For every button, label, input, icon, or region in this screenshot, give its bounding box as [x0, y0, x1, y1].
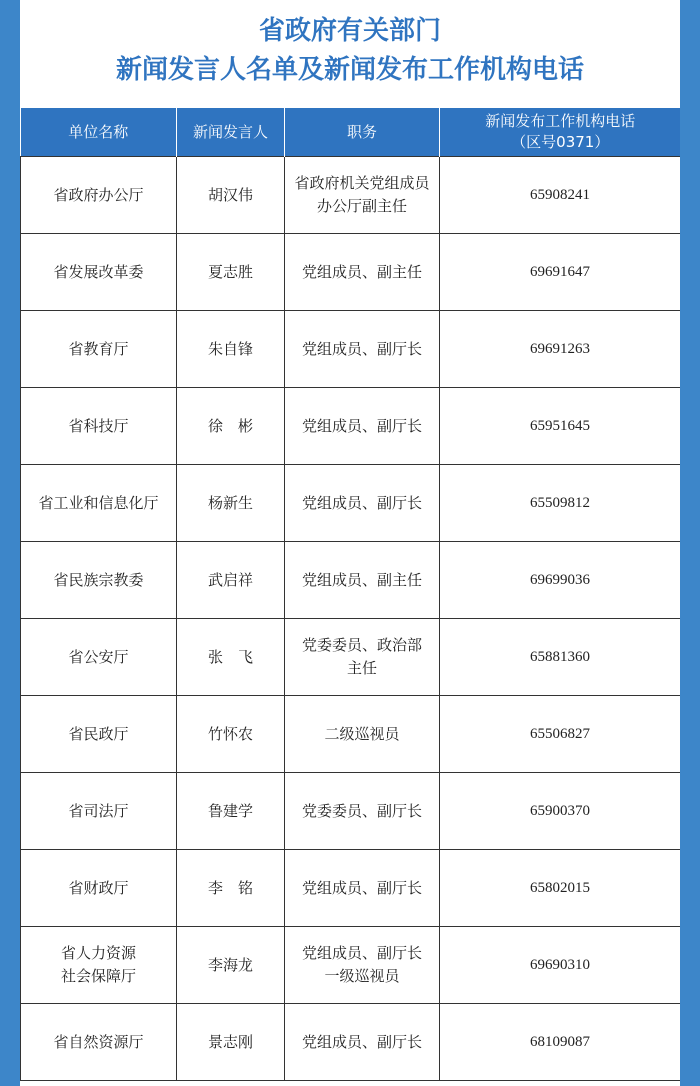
unit-name-cell-line: 省公安厅: [68, 647, 129, 666]
unit-name-cell-line: 省科技厅: [68, 416, 129, 435]
phone-cell: 69690310: [440, 927, 681, 1004]
table-row: [21, 927, 681, 1004]
position-cell-line: 办公厅副主任: [316, 197, 407, 215]
phone-cell: 65506827: [440, 696, 681, 773]
header-phone: [440, 108, 681, 157]
spokesperson-table: [20, 108, 680, 1081]
header-phone-line2: （区号0371）: [511, 133, 610, 151]
phone-cell: 69691263: [440, 311, 681, 388]
unit-name-cell: [21, 542, 177, 619]
unit-name-cell: [21, 388, 177, 465]
position-cell: [285, 388, 440, 465]
table-row: [21, 696, 681, 773]
position-cell-line: 党组成员、副厅长: [301, 339, 422, 358]
table-row: [21, 311, 681, 388]
unit-name-cell: [21, 927, 177, 1004]
unit-name-cell: [21, 1004, 177, 1081]
phone-cell: 68109087: [440, 1004, 681, 1081]
spokesperson-cell: 鲁建学: [177, 773, 285, 850]
unit-name-cell-line: 省自然资源厅: [53, 1032, 144, 1051]
unit-name-cell: [21, 619, 177, 696]
spokesperson-cell: 朱自锋: [177, 311, 285, 388]
position-cell-line: 省政府机关党组成员: [294, 174, 430, 192]
table-row: [21, 1004, 681, 1081]
header-phone-line1: 新闻发布工作机构电话: [485, 112, 636, 130]
unit-name-cell-line: 省民族宗教委: [53, 570, 144, 589]
position-cell: [285, 465, 440, 542]
position-cell-line: 党组成员、副厅长: [301, 878, 422, 897]
spokesperson-cell: 李 铭: [177, 850, 285, 927]
position-cell: [285, 850, 440, 927]
position-cell: [285, 1004, 440, 1081]
table-row: [21, 773, 681, 850]
position-cell-line: 一级巡视员: [324, 967, 400, 985]
spokesperson-cell: 武启祥: [177, 542, 285, 619]
position-cell-line: 主任: [346, 659, 377, 677]
unit-name-cell: [21, 234, 177, 311]
spokesperson-cell: 竹怀农: [177, 696, 285, 773]
spokesperson-cell: 徐 彬: [177, 388, 285, 465]
phone-cell: 69699036: [440, 542, 681, 619]
position-cell-line: 党组成员、副主任: [301, 262, 422, 281]
spokesperson-cell: 胡汉伟: [177, 157, 285, 234]
position-cell-line: 党组成员、副厅长: [301, 944, 422, 962]
unit-name-cell: [21, 465, 177, 542]
phone-cell: 65509812: [440, 465, 681, 542]
page-title-line2: 新闻发言人名单及新闻发布工作机构电话: [115, 55, 584, 85]
table-row: [21, 234, 681, 311]
position-cell-line: 党组成员、副厅长: [301, 493, 422, 512]
unit-name-cell: [21, 773, 177, 850]
unit-name-cell-line: 省人力资源: [60, 944, 136, 962]
position-cell-line: 党组成员、副厅长: [301, 1032, 422, 1051]
position-cell: [285, 696, 440, 773]
unit-name-cell-line: 省工业和信息化厅: [38, 493, 159, 512]
position-cell: [285, 311, 440, 388]
unit-name-cell-line: 省政府办公厅: [53, 185, 144, 204]
position-cell-line: 党委委员、副厅长: [301, 801, 422, 820]
spokesperson-cell: 景志刚: [177, 1004, 285, 1081]
unit-name-cell: [21, 311, 177, 388]
table-row: [21, 157, 681, 234]
phone-cell: 65900370: [440, 773, 681, 850]
table-row: [21, 388, 681, 465]
spokesperson-cell: 张 飞: [177, 619, 285, 696]
phone-cell: 65908241: [440, 157, 681, 234]
table-row: [21, 465, 681, 542]
position-cell-line: 二级巡视员: [324, 724, 400, 743]
unit-name-cell-line: 省民政厅: [68, 724, 129, 743]
position-cell-line: 党组成员、副主任: [301, 570, 422, 589]
table-row: [21, 542, 681, 619]
unit-name-cell-line: 省财政厅: [68, 878, 129, 897]
spokesperson-cell: 夏志胜: [177, 234, 285, 311]
page-title-line1: 省政府有关部门: [258, 16, 441, 46]
phone-cell: 65881360: [440, 619, 681, 696]
unit-name-cell-line: 省发展改革委: [53, 262, 144, 281]
position-cell: [285, 619, 440, 696]
unit-name-cell: [21, 157, 177, 234]
header-unit: 单位名称: [21, 108, 177, 157]
table-row: [21, 619, 681, 696]
spokesperson-cell: 杨新生: [177, 465, 285, 542]
unit-name-cell-line: 社会保障厅: [60, 967, 136, 985]
document-page: [20, 0, 680, 1086]
unit-name-cell-line: 省教育厅: [68, 339, 129, 358]
header-spokesperson: 新闻发言人: [177, 108, 285, 157]
position-cell: [285, 157, 440, 234]
position-cell: [285, 773, 440, 850]
header-position: 职务: [285, 108, 440, 157]
table-row: [21, 850, 681, 927]
unit-name-cell-line: 省司法厅: [68, 801, 129, 820]
phone-cell: 69691647: [440, 234, 681, 311]
position-cell-line: 党组成员、副厅长: [301, 416, 422, 435]
spokesperson-cell: 李海龙: [177, 927, 285, 1004]
unit-name-cell: [21, 696, 177, 773]
phone-cell: 65951645: [440, 388, 681, 465]
unit-name-cell: [21, 850, 177, 927]
position-cell: [285, 234, 440, 311]
position-cell: [285, 927, 440, 1004]
position-cell: [285, 542, 440, 619]
position-cell-line: 党委委员、政治部: [301, 636, 422, 654]
phone-cell: 65802015: [440, 850, 681, 927]
table-header-row: [21, 108, 681, 157]
